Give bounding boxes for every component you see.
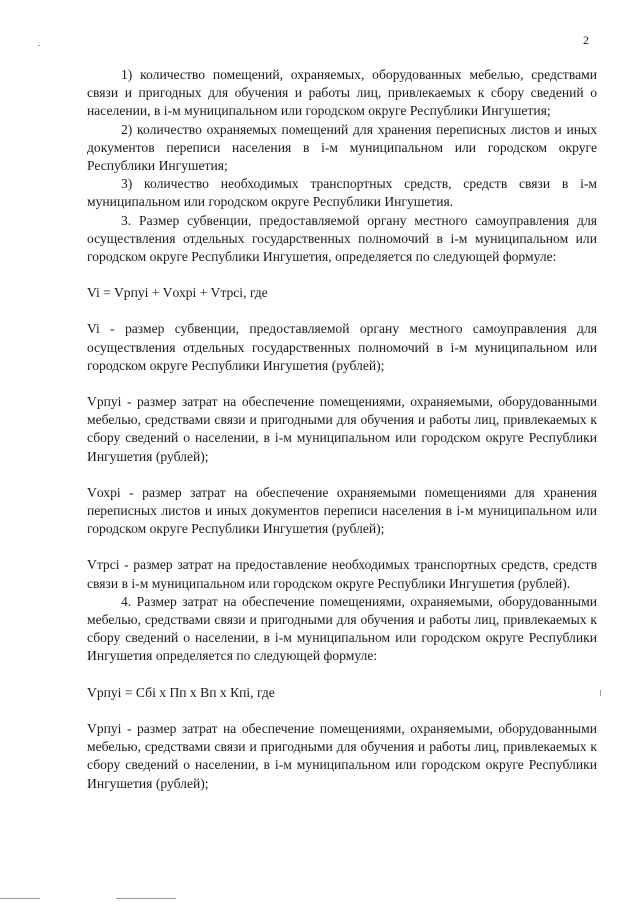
- definition-vi: Vi - размер субвенции, предоставляемой органу местного самоуправления для осуществления отдельных государственных полномочий в i-м муниципальном или городском округе Республики Ингушетия (рублей);: [87, 321, 597, 373]
- page-number: 2: [583, 33, 589, 47]
- scan-speck: [38, 45, 40, 46]
- definition-vrpu: Vрпуi - размер затрат на обеспечение помещениями, охраняемыми, оборудованными мебелью, средствами связи и пригодными для обучения и работы лиц, привлекаемых к сбору сведений о населении, в i-м муниципальном или городском округе Республики Ингушетия (рублей);: [87, 394, 597, 464]
- definition-vohr: Vохрi - размер затрат на обеспечение охраняемыми помещениями для хранения переписных листов и иных документов переписи населения в i-м муниципальном или городском округе Республики Ингушетия (рублей);: [87, 484, 597, 537]
- list-item-2: 2) количество охраняемых помещений для хранения переписных листов и иных документов переписи населения в i-м муниципальном или городском округе Республики Ингушетия;: [87, 121, 597, 174]
- scan-edge: [0, 898, 40, 899]
- formula-vrpu: Vрпуi = Сбi x Пп x Вп x Кпi, где: [87, 684, 275, 700]
- formula-vi: Vi = Vрпуi + Vохрi + Vтрсi, где: [87, 285, 268, 301]
- definition-vrpu-2: Vрпуi - размер затрат на обеспечение помещениями, охраняемыми, оборудованными мебелью, средствами связи и пригодными для обучения и работы лиц, привлекаемых к сбору сведений о населении, в i-м муниципальном или городском округе Республики Ингушетия (рублей);: [87, 720, 597, 791]
- scan-edge: [116, 898, 176, 899]
- document-body: [87, 66, 597, 793]
- section-4-intro: 4. Размер затрат на обеспечение помещениями, охраняемыми, оборудованными мебелью, средствами связи и пригодными для обучения и работы лиц, привлекаемых к сбору сведений о населении, в i-м муниципальном или городском округе Республики Ингушетия определяется по следующей формуле:: [87, 593, 597, 664]
- list-item-1: 1) количество помещений, охраняемых, оборудованных мебелью, средствами связи и пригодных для обучения и работы лиц, привлекаемых к сбору сведений о населении, в i-м муниципальном или городском округе Республики Ингушетия;: [87, 67, 597, 119]
- section-3-intro: 3. Размер субвенции, предоставляемой органу местного самоуправления для осуществления отдельных государственных полномочий в i-м муниципальном или городском округе Республики Ингушетия, определяется по следующей формуле:: [87, 212, 597, 265]
- scan-speck: [600, 690, 601, 696]
- definition-vtrs: Vтрсi - размер затрат на предоставление необходимых транспортных средств, средств связи в i-м муниципальном или городском округе Республики Ингушетия (рублей).: [87, 557, 597, 591]
- list-item-3: 3) количество необходимых транспортных средств, средств связи в i-м муниципальном или городском округе Республики Ингушетия.: [87, 176, 597, 210]
